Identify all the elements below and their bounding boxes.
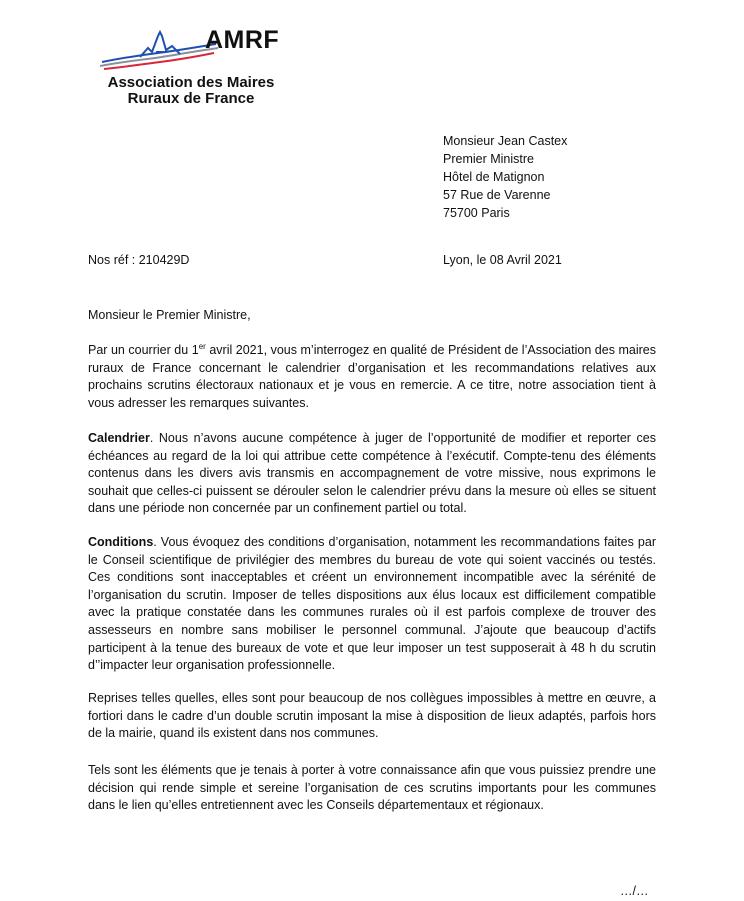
letter-date: Lyon, le 08 Avril 2021	[443, 253, 562, 267]
superscript-er: er	[198, 341, 206, 351]
village-skyline-icon	[100, 22, 220, 72]
recipient-name: Monsieur Jean Castex	[443, 134, 568, 148]
paragraph-conclusion: Tels sont les éléments que je tenais à porter à votre connaissance afin que vous puissiez prendre une décision qui rende simple et sereine l’organisation de ces scrutins importants pour les communes dans le lien qu’elles entretiennent avec les Conseils départementaux et régionaux.	[88, 763, 656, 813]
recipient-address	[443, 132, 567, 222]
logo-name-line2: Ruraux de France	[127, 90, 255, 107]
paragraph-intro	[88, 342, 656, 412]
calendrier-text: . Nous n’avons aucune compétence à juger de l’opportunité de modifier et reporter ces échéances au regard de la loi qui attribue cette compétence à l’exécutif. Compte-tenu des éléments contenus dans les divers avis transmis en accompagnement de votre missive, nous exprimons le souhait que celles-ci puissent se dérouler selon le calendrier prévu dans la mesure où elles se situent dans une période non concernée par un confinement partiel ou total.	[88, 431, 656, 516]
reference-number: Nos réf : 210429D	[88, 253, 190, 267]
logo-name-line1: Association des Maires	[107, 74, 275, 91]
recipient-title: Premier Ministre	[443, 152, 534, 166]
recipient-city: 75700 Paris	[443, 206, 510, 220]
conditions-text: . Vous évoquez des conditions d’organisation, notamment les recommandations faites par le Conseil scientifique de privilégier des membres du bureau de vote qui soient vaccinés ou testés. Ces conditions sont inacceptables et créent un environnement incompatible avec la sérénité de l’organisation du scrutin. Imposer de telles dispositions aux élus locaux est difficilement compatible avec la pratique constatée dans les communes rurales où il est parfois complexe de trouver des assesseurs en nombre sans mobiliser le personnel communal. J’ajoute que beaucoup d’actifs participent à la tenue des bureaux de vote et que leur imposer un test supposerait à 48 h du scrutin d’’impacter leur organisation professionnelle.	[88, 535, 656, 673]
salutation: Monsieur le Premier Ministre,	[88, 308, 251, 322]
amrf-logo	[90, 18, 290, 110]
paragraph-conditions	[88, 534, 656, 675]
calendrier-heading: Calendrier	[88, 431, 150, 445]
intro-text-start: Par un courrier du 1	[88, 343, 199, 357]
page-continued-marker: …/…	[620, 884, 649, 898]
recipient-building: Hôtel de Matignon	[443, 170, 545, 184]
recipient-street: 57 Rue de Varenne	[443, 188, 551, 202]
conditions-heading: Conditions	[88, 535, 154, 549]
paragraph-calendrier	[88, 430, 656, 518]
logo-acronym: AMRF	[205, 26, 280, 54]
paragraph-reprises: Reprises telles quelles, elles sont pour beaucoup de nos collègues impossibles à mettre en œuvre, a fortiori dans le cadre d’un double scrutin imposant la mise à disposition de lieux adaptés, parfois hors de la mairie, quand ils existent dans nos communes.	[88, 691, 656, 741]
intro-text-rest: avril 2021, vous m’interrogez en qualité de Président de l’Association des maires ruraux de France concernant le calendrier d’organisation et les recommandations relatives aux prochains scrutins électoraux nationaux et je vous en remercie. A ce titre, notre association tient à vous adresser les remarques suivantes.	[88, 343, 656, 410]
